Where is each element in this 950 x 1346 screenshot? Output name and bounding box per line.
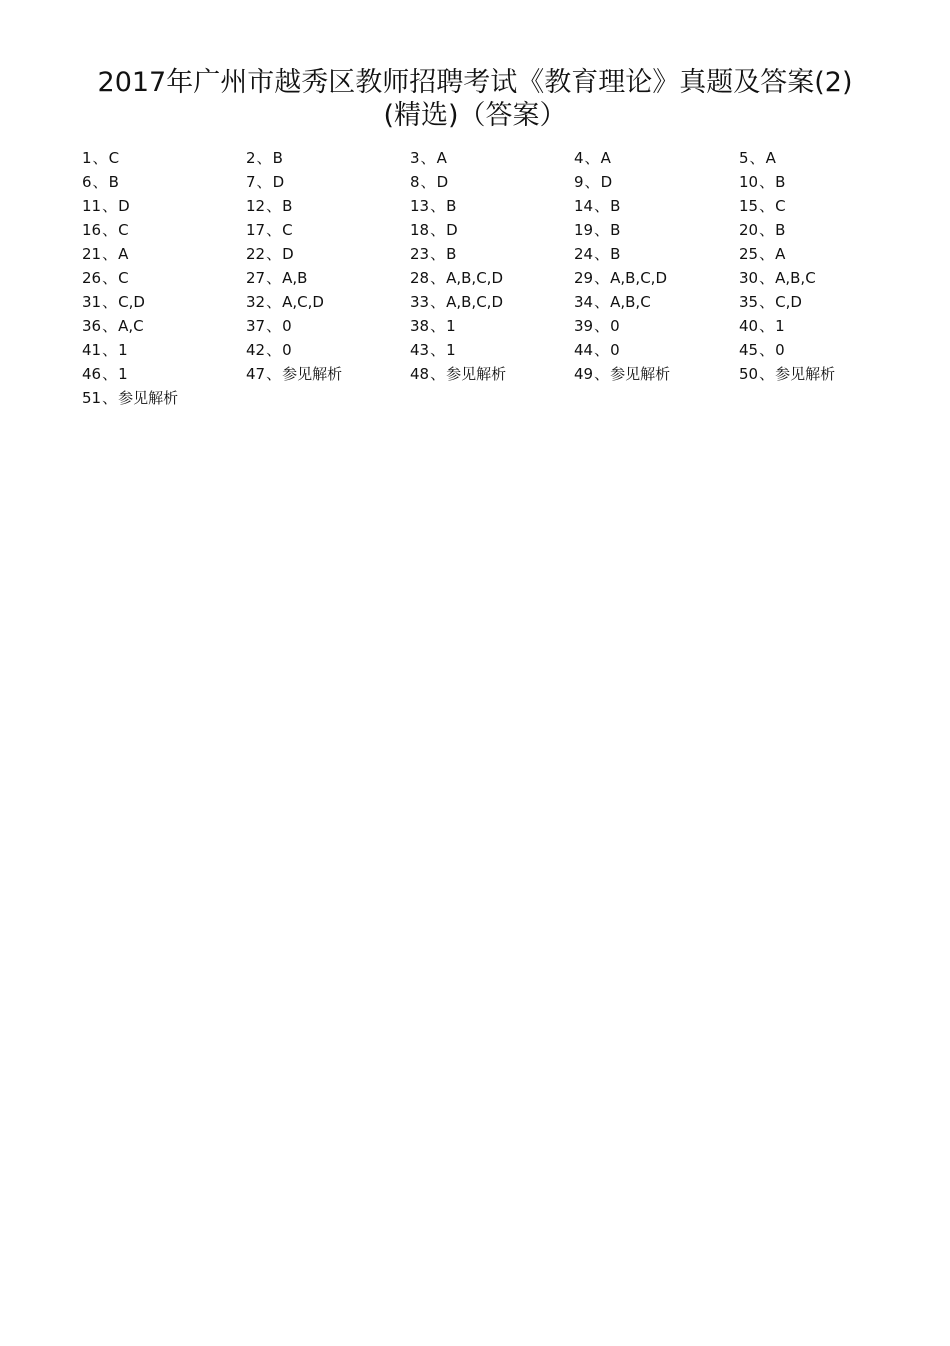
answer-item: [410, 218, 574, 242]
question-number: 9: [574, 173, 584, 191]
answer-value: A: [765, 149, 776, 167]
question-number: 48: [410, 365, 430, 383]
separator: 、: [594, 221, 610, 239]
separator: 、: [759, 365, 775, 383]
answer-value: B: [610, 245, 621, 263]
answer-item: [246, 218, 410, 242]
answer-item: [246, 266, 410, 290]
separator: 、: [92, 173, 108, 191]
answer-item: [739, 266, 899, 290]
answer-value: D: [600, 173, 613, 191]
question-number: 1: [82, 149, 92, 167]
answer-value: 参见解析: [775, 365, 836, 383]
answer-value: A: [436, 149, 447, 167]
separator: 、: [430, 317, 446, 335]
answer-item: [574, 242, 739, 266]
question-number: 2: [246, 149, 256, 167]
answer-item: [246, 170, 410, 194]
question-number: 14: [574, 197, 594, 215]
answer-value: C: [282, 221, 293, 239]
answer-value: 1: [118, 365, 128, 383]
answer-value: 1: [446, 317, 456, 335]
document-title: [60, 66, 890, 132]
separator: 、: [759, 197, 775, 215]
separator: 、: [102, 365, 118, 383]
answer-item: [82, 290, 246, 314]
separator: 、: [102, 293, 118, 311]
separator: 、: [102, 245, 118, 263]
question-number: 38: [410, 317, 430, 335]
separator: 、: [594, 317, 610, 335]
answer-value: C: [118, 269, 129, 287]
separator: 、: [420, 173, 436, 191]
answer-item: [574, 290, 739, 314]
separator: 、: [102, 269, 118, 287]
question-number: 6: [82, 173, 92, 191]
separator: 、: [584, 173, 600, 191]
separator: 、: [266, 221, 282, 239]
answer-item: [410, 242, 574, 266]
answer-value: 1: [446, 341, 456, 359]
question-number: 17: [246, 221, 266, 239]
answer-value: C,D: [118, 293, 145, 311]
question-number: 4: [574, 149, 584, 167]
question-number: 51: [82, 389, 102, 407]
question-number: 34: [574, 293, 594, 311]
answer-item: [410, 170, 574, 194]
question-number: 49: [574, 365, 594, 383]
answer-item: [82, 338, 246, 362]
answer-item: [739, 170, 899, 194]
answer-item: [410, 314, 574, 338]
separator: 、: [102, 317, 118, 335]
separator: 、: [594, 197, 610, 215]
answer-value: 参见解析: [446, 365, 507, 383]
answer-item: [574, 362, 739, 386]
separator: 、: [430, 245, 446, 263]
answer-value: A,B,C: [610, 293, 651, 311]
separator: 、: [266, 341, 282, 359]
separator: 、: [594, 245, 610, 263]
separator: 、: [420, 149, 436, 167]
question-number: 11: [82, 197, 102, 215]
separator: 、: [266, 245, 282, 263]
answer-item: [574, 194, 739, 218]
answer-value: B: [272, 149, 283, 167]
answer-value: B: [610, 197, 621, 215]
separator: 、: [749, 149, 765, 167]
question-number: 22: [246, 245, 266, 263]
answer-value: D: [446, 221, 458, 239]
answer-item: [574, 170, 739, 194]
separator: 、: [430, 221, 446, 239]
question-number: 28: [410, 269, 430, 287]
answer-item: [82, 146, 246, 170]
question-number: 40: [739, 317, 759, 335]
separator: 、: [256, 173, 272, 191]
answer-item: [410, 290, 574, 314]
answer-value: 参见解析: [118, 389, 179, 407]
question-number: 45: [739, 341, 759, 359]
answer-item: [739, 146, 899, 170]
answer-value: 0: [775, 341, 785, 359]
title-line-1: 2017年广州市越秀区教师招聘考试《教育理论》真题及答案(2): [97, 67, 853, 98]
separator: 、: [102, 389, 118, 407]
title-line-2: (精选)（答案）: [383, 100, 567, 131]
question-number: 33: [410, 293, 430, 311]
separator: 、: [759, 269, 775, 287]
answer-value: A,B,C,D: [610, 269, 667, 287]
question-number: 12: [246, 197, 266, 215]
question-number: 46: [82, 365, 102, 383]
answer-value: 0: [282, 341, 292, 359]
answer-item: [410, 362, 574, 386]
question-number: 41: [82, 341, 102, 359]
answer-value: D: [436, 173, 449, 191]
separator: 、: [102, 197, 118, 215]
answer-value: B: [446, 245, 457, 263]
question-number: 8: [410, 173, 420, 191]
question-number: 37: [246, 317, 266, 335]
answer-value: C,D: [775, 293, 802, 311]
answer-value: B: [775, 221, 786, 239]
answer-value: C: [118, 221, 129, 239]
answer-item: [410, 194, 574, 218]
separator: 、: [584, 149, 600, 167]
answer-value: A,B,C,D: [446, 293, 503, 311]
answer-item: [246, 242, 410, 266]
question-number: 10: [739, 173, 759, 191]
answer-value: 0: [610, 317, 620, 335]
separator: 、: [594, 269, 610, 287]
answer-value: 1: [775, 317, 785, 335]
answer-value: A,C,D: [282, 293, 324, 311]
question-number: 35: [739, 293, 759, 311]
separator: 、: [594, 341, 610, 359]
answer-item: [574, 338, 739, 362]
answer-item: [410, 266, 574, 290]
answer-value: D: [118, 197, 130, 215]
question-number: 15: [739, 197, 759, 215]
question-number: 26: [82, 269, 102, 287]
answer-item: [246, 290, 410, 314]
answer-item: [739, 290, 899, 314]
question-number: 47: [246, 365, 266, 383]
answer-value: D: [282, 245, 294, 263]
separator: 、: [92, 149, 108, 167]
answer-item: [739, 194, 899, 218]
separator: 、: [759, 341, 775, 359]
separator: 、: [266, 317, 282, 335]
question-number: 31: [82, 293, 102, 311]
answer-item: [574, 266, 739, 290]
answer-value: A,C: [118, 317, 144, 335]
answer-item: [246, 146, 410, 170]
answer-value: 参见解析: [610, 365, 671, 383]
answer-value: B: [446, 197, 457, 215]
answer-item: [410, 338, 574, 362]
separator: 、: [759, 293, 775, 311]
answer-grid: [82, 146, 912, 410]
question-number: 23: [410, 245, 430, 263]
separator: 、: [430, 197, 446, 215]
answer-item: [574, 146, 739, 170]
question-number: 5: [739, 149, 749, 167]
answer-value: A: [775, 245, 786, 263]
answer-item: [574, 314, 739, 338]
answer-value: A,B,C,D: [446, 269, 503, 287]
question-number: 3: [410, 149, 420, 167]
answer-item: [739, 314, 899, 338]
question-number: 20: [739, 221, 759, 239]
question-number: 13: [410, 197, 430, 215]
separator: 、: [430, 365, 446, 383]
question-number: 42: [246, 341, 266, 359]
question-number: 25: [739, 245, 759, 263]
separator: 、: [430, 341, 446, 359]
answer-item: [82, 266, 246, 290]
answer-item: [82, 386, 246, 410]
answer-value: 0: [282, 317, 292, 335]
answer-item: [82, 218, 246, 242]
separator: 、: [102, 221, 118, 239]
answer-item: [82, 194, 246, 218]
separator: 、: [256, 149, 272, 167]
separator: 、: [594, 365, 610, 383]
answer-value: B: [282, 197, 293, 215]
question-number: 18: [410, 221, 430, 239]
question-number: 32: [246, 293, 266, 311]
question-number: 29: [574, 269, 594, 287]
separator: 、: [759, 173, 775, 191]
answer-item: [246, 338, 410, 362]
question-number: 21: [82, 245, 102, 263]
question-number: 24: [574, 245, 594, 263]
answer-value: 1: [118, 341, 128, 359]
question-number: 19: [574, 221, 594, 239]
question-number: 39: [574, 317, 594, 335]
answer-item: [739, 218, 899, 242]
answer-item: [246, 314, 410, 338]
separator: 、: [759, 221, 775, 239]
question-number: 30: [739, 269, 759, 287]
answer-item: [739, 338, 899, 362]
separator: 、: [430, 293, 446, 311]
answer-value: A: [118, 245, 129, 263]
separator: 、: [102, 341, 118, 359]
answer-item: [739, 242, 899, 266]
answer-item: [82, 362, 246, 386]
answer-value: 0: [610, 341, 620, 359]
answer-value: C: [108, 149, 120, 167]
answer-item: [410, 146, 574, 170]
answer-value: B: [610, 221, 621, 239]
separator: 、: [594, 293, 610, 311]
separator: 、: [759, 317, 775, 335]
answer-value: A: [600, 149, 611, 167]
answer-value: A,B,C: [775, 269, 816, 287]
answer-item: [574, 218, 739, 242]
answer-item: [82, 170, 246, 194]
answer-value: 参见解析: [282, 365, 343, 383]
answer-item: [82, 242, 246, 266]
answer-value: B: [775, 173, 786, 191]
answer-value: B: [108, 173, 119, 191]
separator: 、: [266, 197, 282, 215]
question-number: 44: [574, 341, 594, 359]
question-number: 43: [410, 341, 430, 359]
answer-item: [246, 194, 410, 218]
answer-value: C: [775, 197, 786, 215]
answer-item: [246, 362, 410, 386]
separator: 、: [266, 365, 282, 383]
question-number: 7: [246, 173, 256, 191]
question-number: 27: [246, 269, 266, 287]
answer-value: A,B: [282, 269, 308, 287]
question-number: 50: [739, 365, 759, 383]
answer-value: D: [272, 173, 285, 191]
question-number: 36: [82, 317, 102, 335]
separator: 、: [266, 269, 282, 287]
question-number: 16: [82, 221, 102, 239]
answer-item: [82, 314, 246, 338]
separator: 、: [759, 245, 775, 263]
separator: 、: [266, 293, 282, 311]
answer-item: [739, 362, 899, 386]
separator: 、: [430, 269, 446, 287]
